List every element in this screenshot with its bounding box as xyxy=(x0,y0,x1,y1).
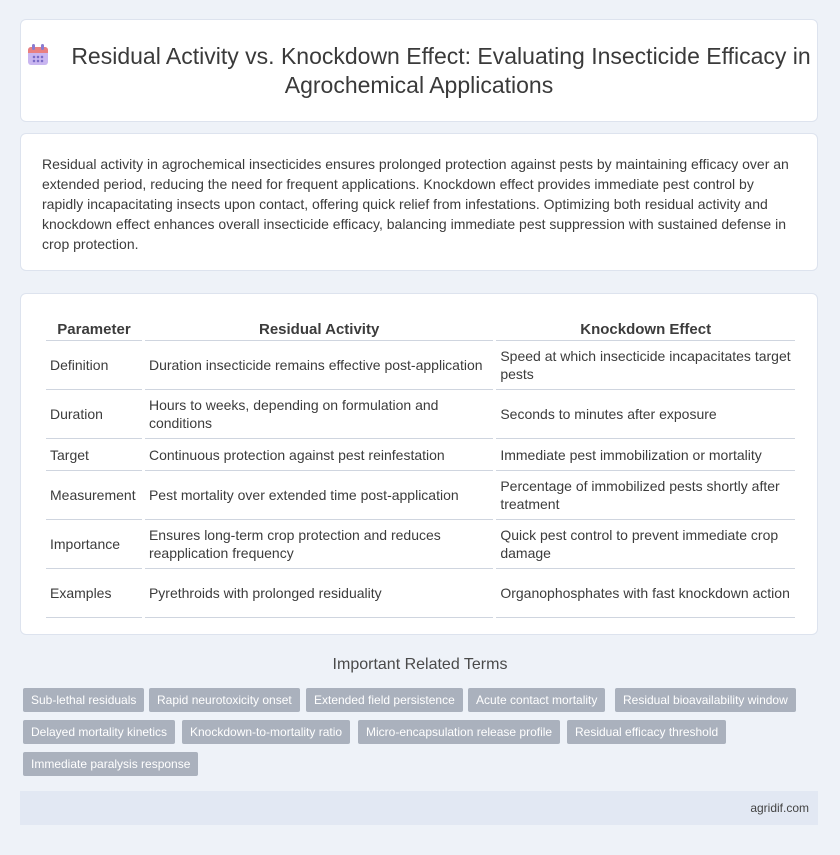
page-title-wrap xyxy=(21,42,817,100)
tag-micro-encapsulation-release-profile[interactable]: Micro-encapsulation release profile xyxy=(358,720,560,744)
row-parameter: Definition xyxy=(46,341,142,390)
row-knockdown: Quick pest control to prevent immediate crop damage xyxy=(496,520,795,569)
row-residual: Hours to weeks, depending on formulation and conditions xyxy=(145,390,493,439)
row-knockdown: Percentage of immobilized pests shortly after treatment xyxy=(496,471,795,520)
intro-paragraph: Residual activity in agrochemical insecticides ensures prolonged protection against pests by maintaining efficacy over an extended period, reducing the need for frequent applications. Knockdown effect provides immediate pest control by rapidly incapacitating insects upon contact, offering quick relief from infestations. Optimizing both residual activity and knockdown effect enhances overall insecticide efficacy, balancing immediate pest suppression with sustained defense in crop protection. xyxy=(42,156,789,252)
related-terms-title: Important Related Terms xyxy=(332,656,508,673)
tag-residual-efficacy-threshold[interactable]: Residual efficacy threshold xyxy=(567,720,726,744)
table-row xyxy=(46,520,795,569)
row-residual: Ensures long-term crop protection and reduces reapplication frequency xyxy=(145,520,493,569)
footer-site-link[interactable]: agridif.com xyxy=(750,801,809,815)
table-row xyxy=(46,439,795,471)
table-row xyxy=(46,390,795,439)
row-parameter: Measurement xyxy=(46,471,142,520)
row-parameter: Examples xyxy=(46,569,142,618)
calendar-icon xyxy=(27,43,49,67)
row-residual: Duration insecticide remains effective post-application xyxy=(145,341,493,390)
row-knockdown: Speed at which insecticide incapacitates target pests xyxy=(496,341,795,390)
header-parameter: Parameter xyxy=(46,314,142,341)
tag-extended-field-persistence[interactable]: Extended field persistence xyxy=(306,688,463,712)
tag-immediate-paralysis-response[interactable]: Immediate paralysis response xyxy=(23,752,198,776)
tag-residual-bioavailability-window[interactable]: Residual bioavailability window xyxy=(615,688,796,712)
tag-delayed-mortality-kinetics[interactable]: Delayed mortality kinetics xyxy=(23,720,175,744)
row-knockdown: Organophosphates with fast knockdown action xyxy=(496,569,795,618)
comparison-table xyxy=(43,314,798,618)
tag-rapid-neurotoxicity-onset[interactable]: Rapid neurotoxicity onset xyxy=(149,688,300,712)
table-row xyxy=(46,471,795,520)
title-card xyxy=(20,19,818,122)
row-parameter: Duration xyxy=(46,390,142,439)
page-title: Residual Activity vs. Knockdown Effect: Evaluating Insecticide Efficacy in Agrochemical Applications xyxy=(71,43,811,98)
header-knockdown-effect: Knockdown Effect xyxy=(496,314,795,341)
intro-card xyxy=(20,133,818,271)
table-row xyxy=(46,569,795,618)
row-knockdown: Immediate pest immobilization or mortality xyxy=(496,439,795,471)
header-residual-activity: Residual Activity xyxy=(145,314,493,341)
row-knockdown: Seconds to minutes after exposure xyxy=(496,390,795,439)
tag-knockdown-to-mortality-ratio[interactable]: Knockdown-to-mortality ratio xyxy=(182,720,350,744)
tag-acute-contact-mortality[interactable]: Acute contact mortality xyxy=(468,688,605,712)
row-residual: Pest mortality over extended time post-application xyxy=(145,471,493,520)
row-residual: Pyrethroids with prolonged residuality xyxy=(145,569,493,618)
table-header-row xyxy=(46,314,795,341)
row-parameter: Importance xyxy=(46,520,142,569)
footer xyxy=(20,791,818,825)
tag-sub-lethal-residuals[interactable]: Sub-lethal residuals xyxy=(23,688,144,712)
table-row xyxy=(46,341,795,390)
comparison-table-card xyxy=(20,293,818,635)
row-residual: Continuous protection against pest reinfestation xyxy=(145,439,493,471)
row-parameter: Target xyxy=(46,439,142,471)
